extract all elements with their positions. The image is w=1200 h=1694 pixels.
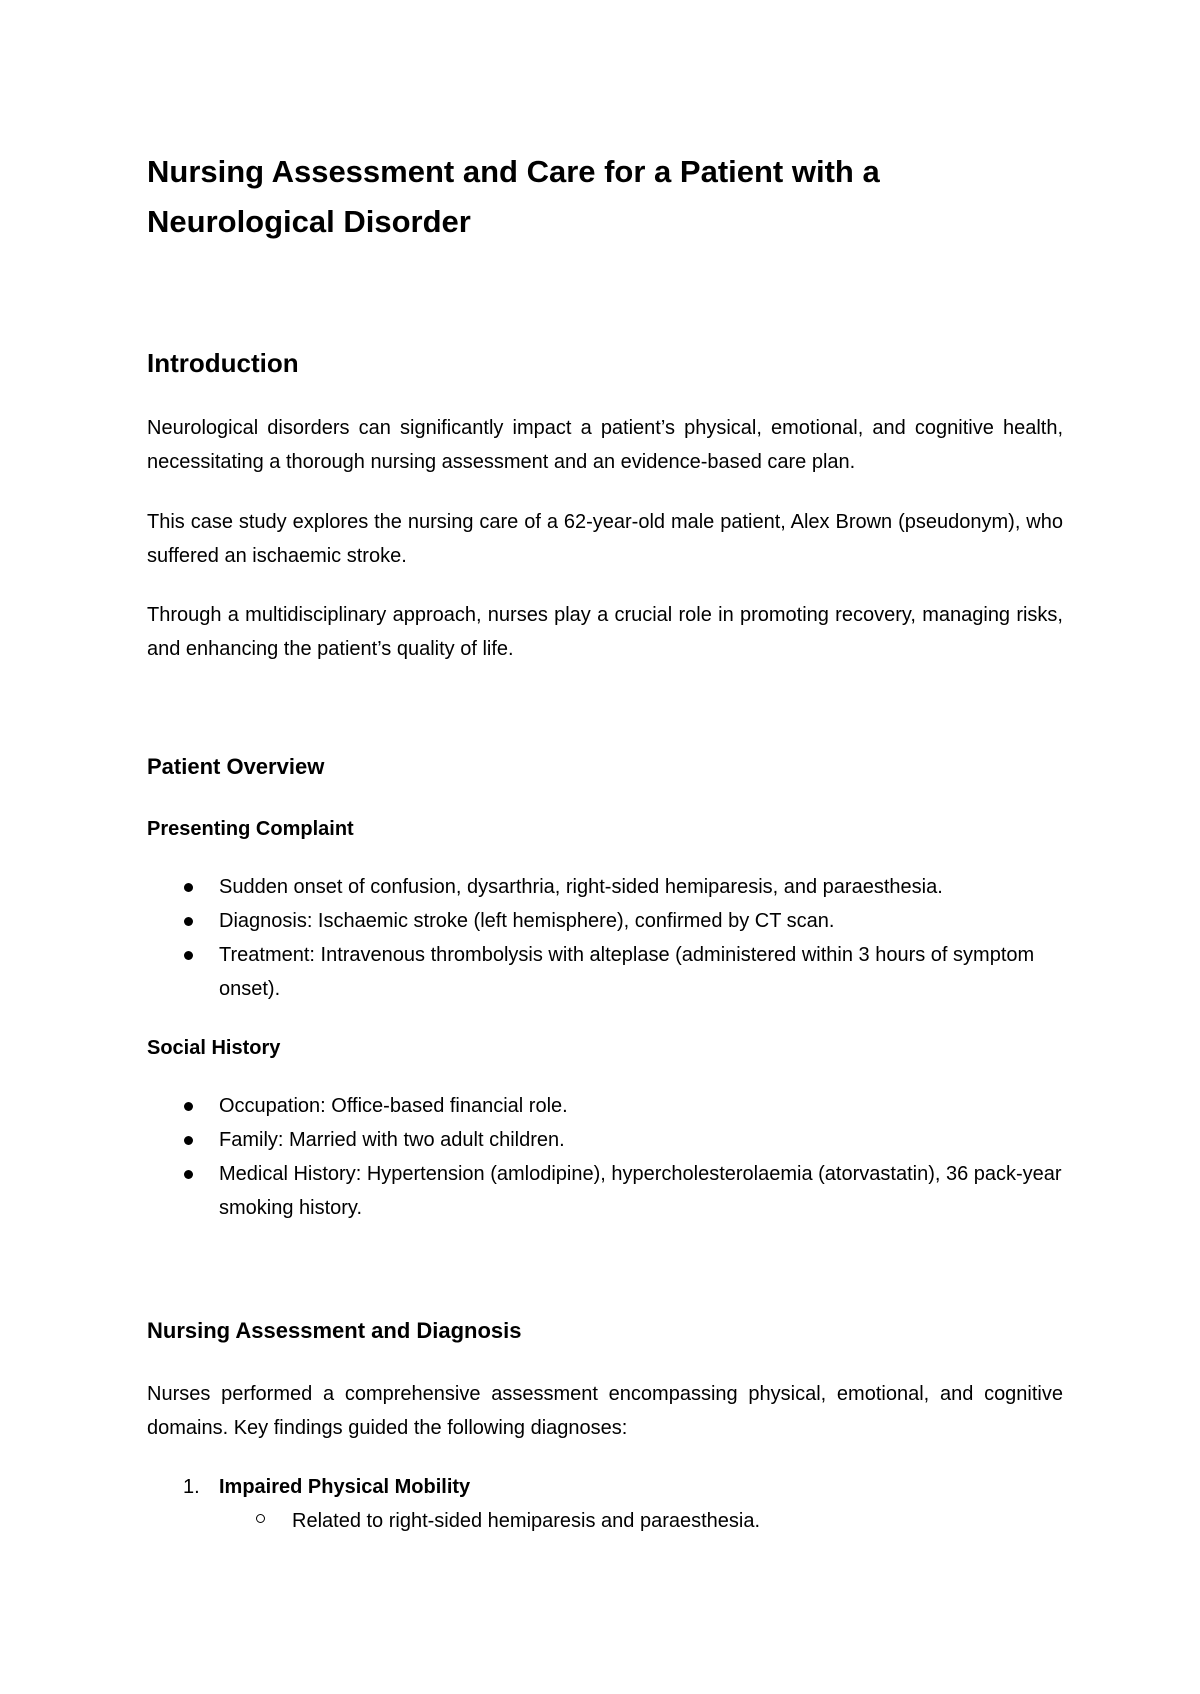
list-item-text: Diagnosis: Ischaemic stroke (left hemisphere), confirmed by CT scan. <box>219 910 835 932</box>
list-item <box>147 1123 1063 1157</box>
introduction-paragraph-2: This case study explores the nursing care of a 62-year-old male patient, Alex Brown (pseudonym), who suffered an ischaemic stroke. <box>147 511 1063 567</box>
bullet-icon <box>184 951 193 960</box>
list-item-text: Treatment: Intravenous thrombolysis with alteplase (administered within 3 hours of symptom onset). <box>219 944 1035 1000</box>
bullet-icon <box>184 1102 193 1111</box>
presenting-complaint-heading: Presenting Complaint <box>147 818 354 840</box>
diagnosis-label: Impaired Physical Mobility <box>219 1476 471 1498</box>
document-title-line-1: Nursing Assessment and Care for a Patient with a <box>147 154 880 189</box>
bullet-icon <box>184 1170 193 1179</box>
presenting-complaint-list <box>147 870 1063 1006</box>
list-item-text: Occupation: Office-based financial role. <box>219 1095 568 1117</box>
list-item-text: Medical History: Hypertension (amlodipine), hypercholesterolaemia (atorvastatin), 36 pack-year smoking history. <box>219 1163 1062 1219</box>
list-item <box>147 1157 1063 1225</box>
introduction-paragraph-3: Through a multidisciplinary approach, nurses play a crucial role in promoting recovery, managing risks, and enhancing the patient’s quality of life. <box>147 604 1063 660</box>
list-item <box>147 938 1063 1006</box>
list-item <box>147 904 1063 938</box>
document-title-line-2: Neurological Disorder <box>147 204 471 239</box>
nursing-assessment-paragraph: Nurses performed a comprehensive assessment encompassing physical, emotional, and cognitive domains. Key findings guided the following diagnoses: <box>147 1383 1063 1439</box>
introduction-heading: Introduction <box>147 348 299 378</box>
bullet-icon <box>184 1136 193 1145</box>
introduction-paragraph-1: Neurological disorders can significantly impact a patient’s physical, emotional, and cognitive health, necessitating a thorough nursing assessment and an evidence-based care plan. <box>147 417 1063 473</box>
bullet-icon <box>184 917 193 926</box>
diagnosis-sub-item: Related to right-sided hemiparesis and paraesthesia. <box>292 1510 761 1532</box>
social-history-list <box>147 1089 1063 1225</box>
bullet-icon <box>184 883 193 892</box>
hollow-bullet-icon <box>256 1514 265 1523</box>
list-item-text: Sudden onset of confusion, dysarthria, right-sided hemiparesis, and paraesthesia. <box>219 876 943 898</box>
list-item <box>147 870 1063 904</box>
diagnosis-number: 1. <box>183 1476 200 1498</box>
list-item <box>147 1089 1063 1123</box>
nursing-assessment-heading: Nursing Assessment and Diagnosis <box>147 1318 522 1343</box>
list-item-text: Family: Married with two adult children. <box>219 1129 565 1151</box>
social-history-heading: Social History <box>147 1037 281 1059</box>
patient-overview-heading: Patient Overview <box>147 754 325 779</box>
